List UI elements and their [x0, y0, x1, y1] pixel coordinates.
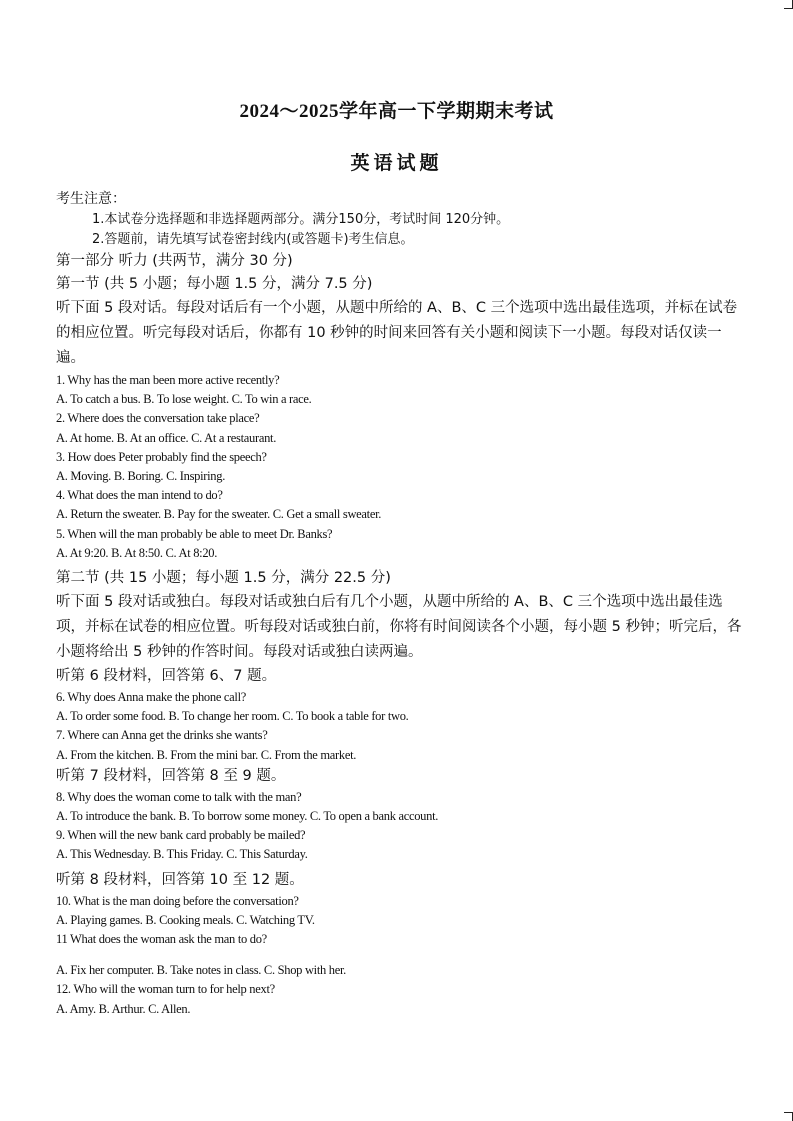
question-text: 6. Why does Anna make the phone call? [56, 690, 246, 705]
notice-item: 1.本试卷分选择题和非选择题两部分。满分150分，考试时间 120分钟。 [92, 212, 510, 227]
question-options: A. Playing games. B. Cooking meals. C. Watching TV. [56, 912, 315, 927]
question-text: 12. Who will the woman turn to for help next? [56, 982, 275, 997]
question-options: A. To order some food. B. To change her room. C. To book a table for two. [56, 709, 409, 724]
exam-subtitle: 英语试题 [350, 153, 443, 174]
question-text: 8. Why does the woman come to talk with the man? [56, 789, 302, 804]
question-options: A. Return the sweater. B. Pay for the sweater. C. Get a small sweater. [56, 507, 382, 522]
question-text: 1. Why has the man been more active recently? [56, 373, 280, 387]
page-corner-mark-top [784, 0, 793, 9]
part-heading: 第一部分 听力 (共两节，满分 30 分) [56, 253, 293, 269]
notice-item: 2.答题前，请先填写试卷密封线内(或答题卡)考生信息。 [92, 232, 414, 247]
question-text: 4. What does the man intend to do? [56, 488, 223, 503]
question-options: A. At home. B. At an office. C. At a restaurant. [56, 430, 277, 445]
question-group [56, 371, 746, 563]
exam-content [56, 188, 746, 1019]
question-options: A. To introduce the bank. B. To borrow some money. C. To open a bank account. [56, 809, 439, 824]
question-text: 9. When will the new bank card probably be mailed? [56, 828, 306, 843]
question-text: 3. How does Peter probably find the speech? [56, 449, 267, 464]
question-options: A. From the kitchen. B. From the mini bar. C. From the market. [56, 747, 357, 762]
question-options: A. Moving. B. Boring. C. Inspiring. [56, 469, 226, 484]
material-heading: 听第 6 段材料，回答第 6、7 题。 [56, 668, 277, 685]
material-heading: 听第 8 段材料，回答第 10 至 12 题。 [56, 871, 304, 888]
material-heading: 听第 7 段材料，回答第 8 至 9 题。 [56, 767, 286, 784]
section-instruction: 听下面 5 段对话。每段对话后有一个小题，从题中所给的 A、B、C 三个选项中选出最佳选项，并标在试卷的相应位置。听完每段对话后，你都有 10 秒钟的时间来回答有关小题和阅读下一小题。每段对话仅读一遍。 [56, 300, 738, 366]
section-heading: 第二节 (共 15 小题；每小题 1.5 分，满分 22.5 分) [56, 570, 391, 587]
question-options: A. Fix her computer. B. Take notes in class. C. Shop with her. [56, 963, 346, 978]
question-text: 11 What does the woman ask the man to do? [56, 932, 267, 947]
section-heading: 第一节 (共 5 小题；每小题 1.5 分，满分 7.5 分) [56, 276, 373, 292]
notice-heading: 考生注意： [56, 191, 126, 207]
section-instruction: 听下面 5 段对话或独白。每段对话或独白后有几个小题，从题中所给的 A、B、C 三个选项中选出最佳选项，并标在试卷的相应位置。听每段对话或独白前，你将有时间阅读各个小题，每小题 5 秒钟；听完后，各小题将给出 5 秒钟的作答时间。每段对话或独白读两遍。 [56, 594, 742, 661]
question-options: A. To catch a bus. B. To lose weight. C. To win a race. [56, 392, 312, 407]
question-text: 2. Where does the conversation take place? [56, 411, 260, 426]
question-options: A. This Wednesday. B. This Friday. C. This Saturday. [56, 847, 308, 862]
page-corner-mark-bottom [784, 1112, 793, 1121]
question-text: 5. When will the man probably be able to meet Dr. Banks? [56, 526, 333, 541]
question-text: 10. What is the man doing before the conversation? [56, 893, 299, 908]
question-text: 7. Where can Anna get the drinks she wants? [56, 728, 268, 743]
exam-title: 2024～2025学年高一下学期期末考试 [239, 101, 554, 122]
question-options: A. At 9:20. B. At 8:50. C. At 8:20. [56, 545, 218, 560]
question-options: A. Amy. B. Arthur. C. Allen. [56, 1001, 191, 1016]
